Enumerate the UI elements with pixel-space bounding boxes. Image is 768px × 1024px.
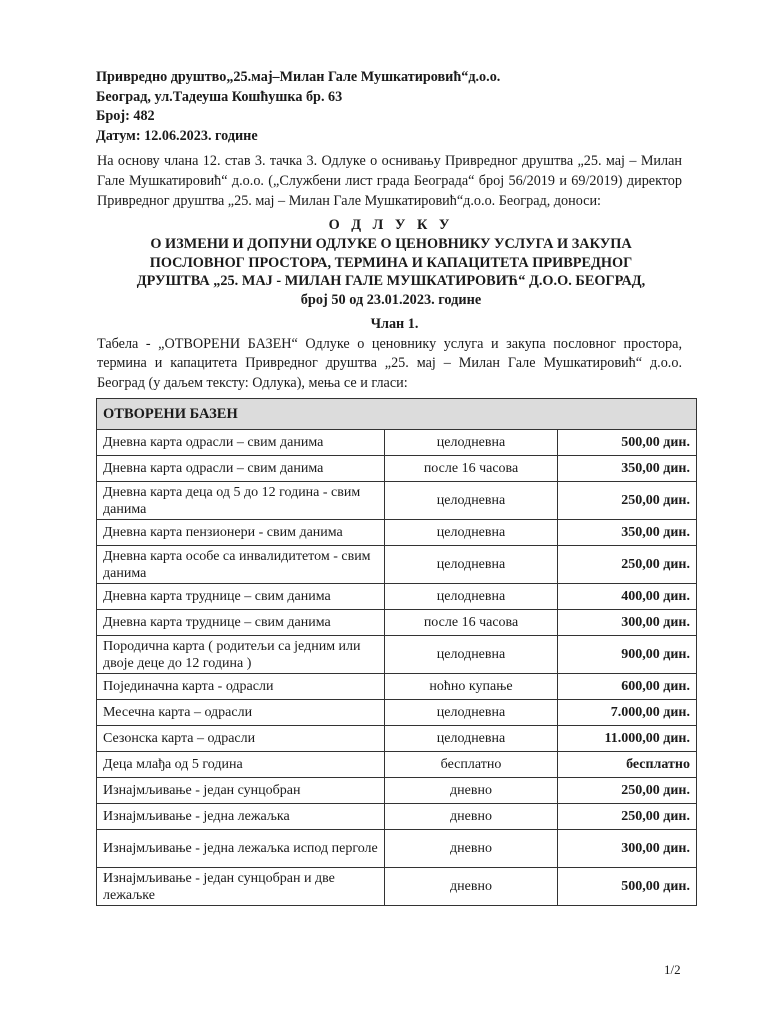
decision-title bbox=[96, 216, 686, 310]
table-row bbox=[97, 636, 697, 674]
table-row bbox=[97, 700, 697, 726]
price-cell: 500,00 дин. bbox=[558, 868, 697, 906]
service-cell: Дневна карта труднице – свим данима bbox=[97, 584, 385, 610]
service-cell: Дневна карта одрасли – свим данима bbox=[97, 430, 385, 456]
service-cell: Дневна карта деца од 5 до 12 година - свим данима bbox=[97, 482, 385, 520]
service-cell: Дневна карта особе са инвалидитетом - свим данима bbox=[97, 546, 385, 584]
price-cell: 250,00 дин. bbox=[558, 482, 697, 520]
service-cell: Месечна карта – одрасли bbox=[97, 700, 385, 726]
service-cell: Изнајмљивање - једна лежаљка bbox=[97, 804, 385, 830]
article-heading: Члан 1. bbox=[370, 316, 419, 332]
term-cell: дневно bbox=[385, 778, 558, 804]
table-row bbox=[97, 868, 697, 906]
table-row bbox=[97, 546, 697, 584]
table-row bbox=[97, 430, 697, 456]
table-row bbox=[97, 674, 697, 700]
table-row bbox=[97, 520, 697, 546]
service-cell: Изнајмљивање - један сунцобран bbox=[97, 778, 385, 804]
term-cell: целодневна bbox=[385, 636, 558, 674]
term-cell: целодневна bbox=[385, 546, 558, 584]
price-cell: 500,00 дин. bbox=[558, 430, 697, 456]
table-row bbox=[97, 804, 697, 830]
price-cell: 250,00 дин. bbox=[558, 778, 697, 804]
table-heading: ОТВОРЕНИ БАЗЕН bbox=[97, 399, 697, 430]
price-cell: 900,00 дин. bbox=[558, 636, 697, 674]
price-cell: 250,00 дин. bbox=[558, 546, 697, 584]
price-cell: 300,00 дин. bbox=[558, 610, 697, 636]
term-cell: ноћно купање bbox=[385, 674, 558, 700]
table-row bbox=[97, 456, 697, 482]
price-cell: 400,00 дин. bbox=[558, 584, 697, 610]
service-cell: Деца млађа од 5 година bbox=[97, 752, 385, 778]
term-cell: дневно bbox=[385, 830, 558, 868]
service-cell: Дневна карта пензионери - свим данима bbox=[97, 520, 385, 546]
term-cell: после 16 часова bbox=[385, 610, 558, 636]
document-date: Датум: 12.06.2023. године bbox=[96, 127, 258, 144]
price-cell: 300,00 дин. bbox=[558, 830, 697, 868]
price-cell: бесплатно bbox=[558, 752, 697, 778]
table-heading-row bbox=[97, 399, 697, 430]
title-line-4: број 50 од 23.01.2023. године bbox=[300, 292, 482, 309]
table-row bbox=[97, 726, 697, 752]
term-cell: целодневна bbox=[385, 584, 558, 610]
table-row bbox=[97, 778, 697, 804]
article-1 bbox=[97, 315, 682, 393]
price-cell: 600,00 дин. bbox=[558, 674, 697, 700]
document-number: Број: 482 bbox=[96, 108, 155, 124]
page-number: 1/2 bbox=[664, 962, 681, 977]
service-cell: Породична карта ( родитељи са једним или двоје деце до 12 година ) bbox=[97, 636, 385, 674]
price-cell: 350,00 дин. bbox=[558, 520, 697, 546]
term-cell: целодневна bbox=[385, 520, 558, 546]
term-cell: дневно bbox=[385, 804, 558, 830]
term-cell: целодневна bbox=[385, 482, 558, 520]
company-header bbox=[96, 68, 500, 146]
term-cell: целодневна bbox=[385, 430, 558, 456]
term-cell: дневно bbox=[385, 868, 558, 906]
title-line-3: ДРУШТВА „25. МАЈ - МИЛАН ГАЛЕ МУШКАТИРОВИЋ“ Д.О.О. БЕОГРАД, bbox=[136, 273, 646, 290]
price-cell: 350,00 дин. bbox=[558, 456, 697, 482]
price-cell: 250,00 дин. bbox=[558, 804, 697, 830]
article-text: Табела - „ОТВОРЕНИ БАЗЕН“ Одлуке о ценовнику услуга и закупа пословног простора, термина и капацитета Привредног друштва „25. мај – Милан Гале Мушкатировић“ д.о.о. Београд (у даљем тексту: Одлука), мења се и гласи: bbox=[97, 335, 682, 391]
table-row bbox=[97, 482, 697, 520]
title-line-1: О ИЗМЕНИ И ДОПУНИ ОДЛУКЕ О ЦЕНОВНИКУ УСЛУГА И ЗАКУПА bbox=[150, 235, 632, 252]
decision-word: О Д Л У К У bbox=[328, 217, 454, 233]
service-cell: Дневна карта труднице – свим данима bbox=[97, 610, 385, 636]
price-cell: 7.000,00 дин. bbox=[558, 700, 697, 726]
table-row bbox=[97, 752, 697, 778]
price-table bbox=[96, 398, 697, 906]
service-cell: Сезонска карта – одрасли bbox=[97, 726, 385, 752]
term-cell: целодневна bbox=[385, 726, 558, 752]
service-cell: Изнајмљивање - једна лежаљка испод перголе bbox=[97, 830, 385, 868]
table-row bbox=[97, 584, 697, 610]
title-line-2: ПОСЛОВНОГ ПРОСТОРА, ТЕРМИНА И КАПАЦИТЕТА ПРИВРЕДНОГ bbox=[149, 254, 633, 271]
service-cell: Дневна карта одрасли – свим данима bbox=[97, 456, 385, 482]
company-address: Београд, ул.Тадеуша Кошћушка бр. 63 bbox=[96, 88, 343, 105]
term-cell: после 16 часова bbox=[385, 456, 558, 482]
service-cell: Изнајмљивање - један сунцобран и две лежаљке bbox=[97, 868, 385, 906]
table-row bbox=[97, 610, 697, 636]
table-row bbox=[97, 830, 697, 868]
company-name: Привредно друштво„25.мај–Милан Гале Мушкатировић“д.о.о. bbox=[96, 69, 501, 85]
intro-paragraph: На основу члана 12. став 3. тачка 3. Одлуке о оснивању Привредног друштва „25. мај – Милан Гале Мушкатировић“ д.о.о. („Службени лист града Београда“ број 56/2019 и 69/2019) директор Привредног друштва „25. мај – Милан Гале Мушкатировић“д.о.о. Београд, доноси: bbox=[97, 153, 682, 209]
price-cell: 11.000,00 дин. bbox=[558, 726, 697, 752]
term-cell: целодневна bbox=[385, 700, 558, 726]
service-cell: Појединачна карта - одрасли bbox=[97, 674, 385, 700]
term-cell: бесплатно bbox=[385, 752, 558, 778]
